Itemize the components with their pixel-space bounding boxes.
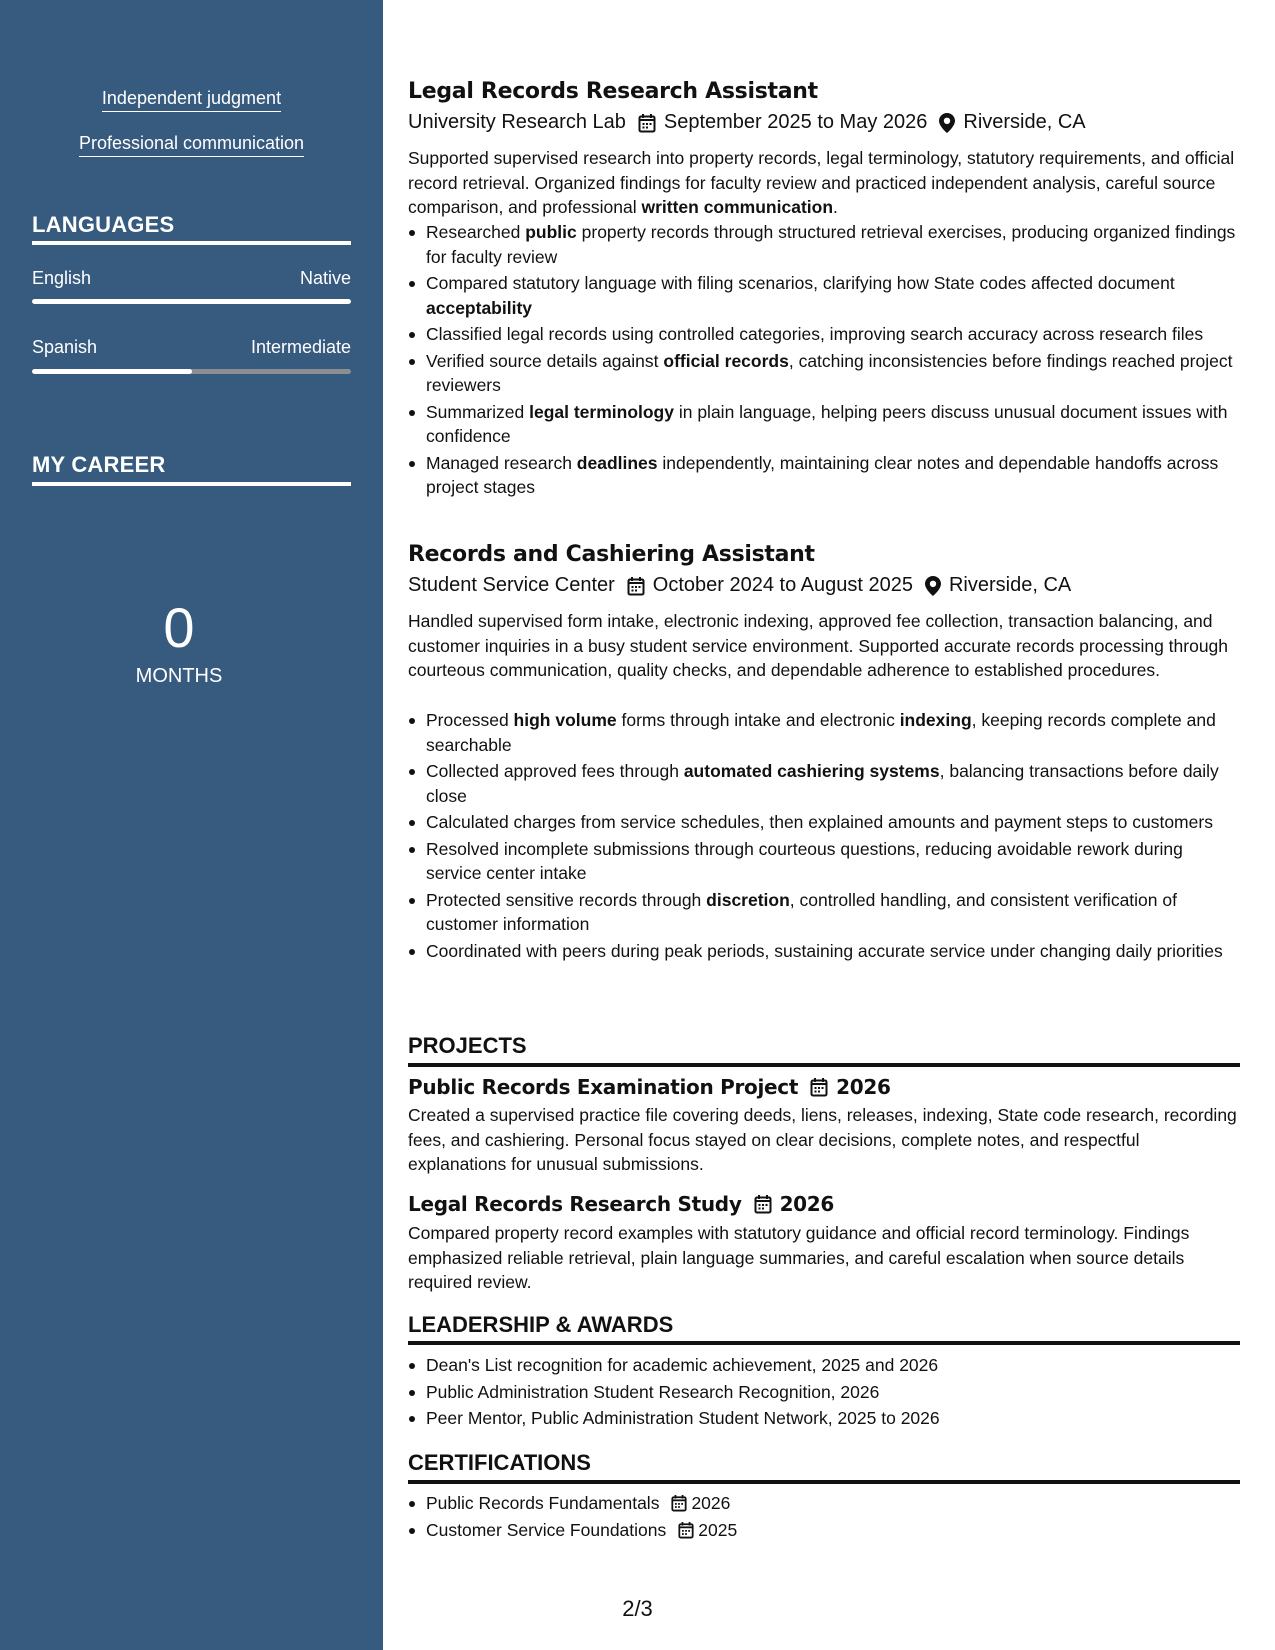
job-summary [408, 146, 1240, 220]
sidebar [0, 0, 383, 1650]
skill-label: Professional communication [79, 133, 304, 157]
list-item [408, 451, 1240, 500]
summary-bold: written communication [641, 197, 834, 217]
language-row [32, 337, 351, 358]
language-level: Intermediate [250, 337, 351, 357]
projects-heading-rule [408, 1063, 1240, 1067]
bullet-bold: automated cashiering systems [683, 761, 940, 781]
career-unit: MONTHS [135, 665, 223, 687]
calendar-icon [754, 1194, 772, 1214]
bullet-text: Managed research [426, 452, 577, 473]
language-row [32, 268, 351, 289]
list-item: Dean's List recognition for academic achievement, 2025 and 2026 [408, 1353, 1240, 1378]
cert-name: Customer Service Foundations [426, 1519, 667, 1540]
list-item: Public Administration Student Research Recognition, 2026 [408, 1380, 1240, 1405]
location-pin-icon [939, 113, 955, 133]
job-title: Records and Cashiering Assistant [408, 542, 815, 567]
project-description: Compared property record examples with statutory guidance and official record terminology. Findings emphasized reliable retrieval, plain language summaries, and careful escalation when source details required review. [408, 1223, 1190, 1292]
awards-heading: LEADERSHIP & AWARDS [408, 1312, 674, 1337]
location-pin-icon [925, 576, 941, 596]
awards-heading-rule [408, 1341, 1240, 1345]
skill-label: Independent judgment [102, 88, 281, 112]
certifications-heading-rule [408, 1480, 1240, 1484]
list-item [408, 1491, 1240, 1516]
bullet-bold: indexing [899, 710, 972, 730]
language-proficiency-bar [32, 299, 351, 304]
summary-text: . [833, 197, 838, 217]
bullet-text: Verified source details against [426, 350, 664, 371]
awards-list [408, 1353, 1240, 1433]
bullet-text: Collected approved fees through [426, 761, 684, 781]
bullet-text: Summarized [426, 401, 530, 422]
language-proficiency-fill [32, 369, 192, 374]
bullet-text: Processed [426, 710, 514, 730]
list-item [408, 1518, 1240, 1543]
bullet-text: , controlled handling, and consistent verification of customer information [426, 889, 1177, 934]
bullet-bold: acceptability [426, 297, 533, 318]
language-name: English [32, 268, 92, 288]
job-summary [408, 609, 1240, 683]
list-item [408, 349, 1240, 398]
list-item [408, 708, 1240, 757]
language-proficiency-fill [32, 299, 351, 304]
career-value: 0 [163, 596, 195, 659]
bullet-text: Calculated charges from service schedules, then explained amounts and payment steps to customers [426, 812, 1213, 832]
bullet-bold: official records [663, 350, 789, 371]
calendar-icon [810, 1077, 828, 1097]
summary-text: Handled supervised form intake, electronic indexing, approved fee collection, transaction balancing, and customer inquiries in a busy student service environment. Supported accurate records processing through courteous communication, quality checks, and dependable adherence to established procedures. [408, 611, 1229, 680]
list-item [408, 810, 1240, 835]
certifications-heading: CERTIFICATIONS [408, 1450, 591, 1475]
project-title: Public Records Examination Project [408, 1075, 799, 1099]
bullet-text: Resolved incomplete submissions through courteous questions, reducing avoidable rework during service center intake [426, 838, 1183, 883]
language-level: Native [299, 268, 351, 288]
summary-text: Supported supervised research into property records, legal terminology, statutory requirements, and official record retrieval. Organized findings for faculty review and practiced independent analysis, careful source comparison, and professional [408, 148, 1235, 217]
list-item: Peer Mentor, Public Administration Student Network, 2025 to 2026 [408, 1406, 1240, 1431]
bullet-text: Classified legal records using controlled categories, improving search accuracy across research files [426, 324, 1204, 344]
job-location: Riverside, CA [963, 111, 1086, 133]
languages-heading-rule [32, 241, 351, 245]
bullet-text: in plain language, helping peers discuss unusual document issues with confidence [426, 401, 1228, 446]
skill-item [0, 88, 383, 112]
job-bullets [408, 708, 1240, 965]
list-item [408, 400, 1240, 449]
list-item [408, 271, 1240, 320]
languages-heading: LANGUAGES [32, 212, 175, 237]
project-title: Legal Records Research Study [408, 1192, 742, 1216]
list-item [408, 220, 1240, 269]
bullet-text: Coordinated with peers during peak periods, sustaining accurate service under changing daily priorities [426, 940, 1223, 961]
calendar-icon [638, 113, 656, 133]
list-item [408, 322, 1240, 347]
language-name: Spanish [32, 337, 98, 357]
calendar-icon [627, 576, 645, 596]
project-year: 2026 [836, 1075, 891, 1099]
job-meta [408, 574, 1071, 597]
project-title-row [408, 1192, 834, 1216]
career-heading: MY CAREER [32, 452, 166, 477]
skill-item [0, 133, 383, 157]
bullet-bold: public [525, 222, 577, 242]
list-item [408, 759, 1240, 808]
cert-year: 2025 [698, 1519, 738, 1540]
job-meta [408, 111, 1086, 134]
project-title-row [408, 1075, 891, 1099]
list-item [408, 939, 1240, 964]
calendar-icon [671, 1494, 687, 1512]
job-dates: October 2024 to August 2025 [652, 574, 913, 596]
career-heading-rule [32, 482, 351, 486]
bullet-text: Compared statutory language with filing scenarios, clarifying how State codes affected document [426, 273, 1175, 293]
bullet-text: forms through intake and electronic [616, 710, 900, 730]
cert-name: Public Records Fundamentals [426, 1493, 660, 1513]
job-location: Riverside, CA [948, 574, 1072, 596]
page-number: 2/3 [622, 1596, 653, 1621]
bullet-bold: discretion [706, 889, 790, 910]
bullet-text: Researched [426, 222, 526, 242]
certifications-list [408, 1491, 1240, 1544]
bullet-text: independently, maintaining clear notes and dependable handoffs across project stages [426, 452, 1219, 497]
bullet-text: , catching inconsistencies before findings reached project reviewers [426, 350, 1233, 395]
bullet-text: Protected sensitive records through [426, 889, 707, 910]
list-item [408, 837, 1240, 886]
job-dates: September 2025 to May 2026 [663, 111, 928, 133]
bullet-bold: legal terminology [529, 401, 674, 422]
job-bullets [408, 220, 1240, 502]
bullet-text: , balancing transactions before daily close [426, 761, 1219, 806]
job-org: University Research Lab [408, 111, 626, 133]
job-org: Student Service Center [408, 574, 615, 596]
project-year: 2026 [779, 1192, 835, 1216]
bullet-bold: deadlines [576, 452, 658, 473]
bullet-bold: high volume [513, 710, 617, 730]
project-description: Created a supervised practice file covering deeds, liens, releases, indexing, State code research, recording fees, and cashiering. Personal focus stayed on clear decisions, complete notes, and respectful explanations for unusual submissions. [408, 1105, 1237, 1174]
cert-year: 2026 [691, 1493, 731, 1513]
bullet-text: , keeping records complete and searchable [426, 710, 1216, 755]
list-item [408, 888, 1240, 937]
job-title: Legal Records Research Assistant [408, 79, 818, 104]
bullet-text: property records through structured retrieval exercises, producing organized findings for faculty review [426, 222, 1236, 267]
language-proficiency-bar [32, 369, 351, 374]
projects-heading: PROJECTS [408, 1033, 527, 1058]
calendar-icon [678, 1521, 694, 1539]
